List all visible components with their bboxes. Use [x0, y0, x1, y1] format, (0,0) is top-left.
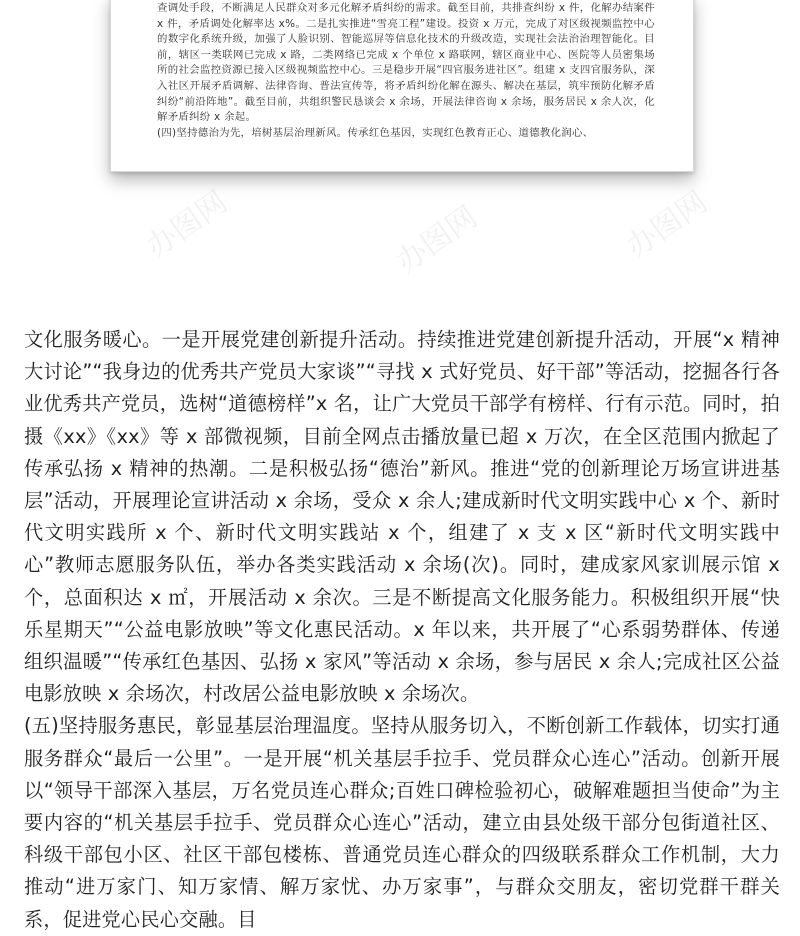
- body-paragraph-culture: 文化服务暖心。一是开展党建创新提升活动。持续推进党建创新提升活动，开展“x 精神大讨论”“我身边的优秀共产党员大家谈”“寻找 x 式好党员、好干部”等活动，挖掘各行各业优秀共产党员，选树“道德榜样”x 名，让广大党员干部学有榜样、行有示范。同时，拍摄《xx》《xx》等 x 部微视频，目前全网点击播放量已超 x 万次，在全区范围内掀起了传承弘扬 x 精神的热潮。二是积极弘扬“德治”新风。推进“党的创新理论万场宣讲进基层”活动，开展理论宣讲活动 x 余场，受众 x 余人;建成新时代文明实践中心 x 个、新时代文明实践所 x 个、新时代文明实践站 x 个，组建了 x 支 x 区“新时代文明实践中心”教师志愿服务队伍，举办各类实践活动 x 余场(次)。同时，建成家风家训展示馆 x 个，总面积达 x ㎡，开展活动 x 余次。三是不断提高文化服务能力。积极组织开展“快乐星期天”“公益电影放映”等文化惠民活动。x 年以来，共开展了“心系弱势群体、传递组织温暖”“传承红色基因、弘扬 x 家风”等活动 x 余场，参与居民 x 余人;完成社区公益电影放映 x 余场次，村改居公益电影放映 x 余场次。: [24, 328, 780, 706]
- body-paragraph-service: (五)坚持服务惠民，彰显基层治理温度。坚持从服务切入，不断创新工作载体，切实打通服务群众“最后一公里”。一是开展“机关基层手拉手、党员群众心连心”活动。创新开展以“领导干部深入基层，万名党员连心群众;百姓口碑检验初心，破解难题担当使命”为主要内容的“机关基层手拉手、党员群众心连心”活动，建立由县处级干部分包街道社区、科级干部包小区、社区干部包楼栋、普通党员连心群众的四级联系群众工作机制，大力推动“进万家门、知万家情、解万家忧、办万家事”，与群众交朋友，密切党群干群关系，促进党心民心交融。目: [24, 714, 780, 931]
- watermark: 办图网: [620, 184, 714, 266]
- document-body: [24, 324, 780, 936]
- document-preview-area: [0, 0, 800, 300]
- preview-heading: (四)坚持德治为先，培树基层治理新风。传承红色基因，实现红色教育正心、道德教化润心、: [157, 126, 594, 139]
- document-preview-text: [157, 1, 655, 141]
- preview-paragraph: 查调处手段，不断满足人民群众对多元化解矛盾纠纷的需求。截至目前，共排查纠纷 x 件，化解办结案件 x 件，矛盾调处化解率达 x%。二是扎实推进“雪亮工程”建设。投资 x 万元，完成了对区级视频监控中心的数字化系统升级，加强了人脸识别、智能巡屏等信息化技术的升级改造，实现社会法治治理智能化。目前，辖区一类联网已完成 x 路，二类网络已完成 x 个单位 x 路联网，辖区商业中心、医院等人员密集场所的社会监控资源已接入区级视频监控中心。三是稳步开展“四官服务进社区”。组建 x 支四官服务队，深入社区开展矛盾调解、法律咨询、普法宣传等，将矛盾纠纷化解在源头、解决在基层，筑牢预防化解矛盾纠纷“前沿阵地”。截至目前，共组织警民恳谈会 x 余场，开展法律咨询 x 余场，服务居民 x 余人次，化解矛盾纠纷 x 余起。: [157, 2, 655, 124]
- document-thumbnail-card: [110, 0, 694, 172]
- watermark: 办图网: [390, 199, 484, 281]
- watermark: 办图网: [140, 184, 234, 266]
